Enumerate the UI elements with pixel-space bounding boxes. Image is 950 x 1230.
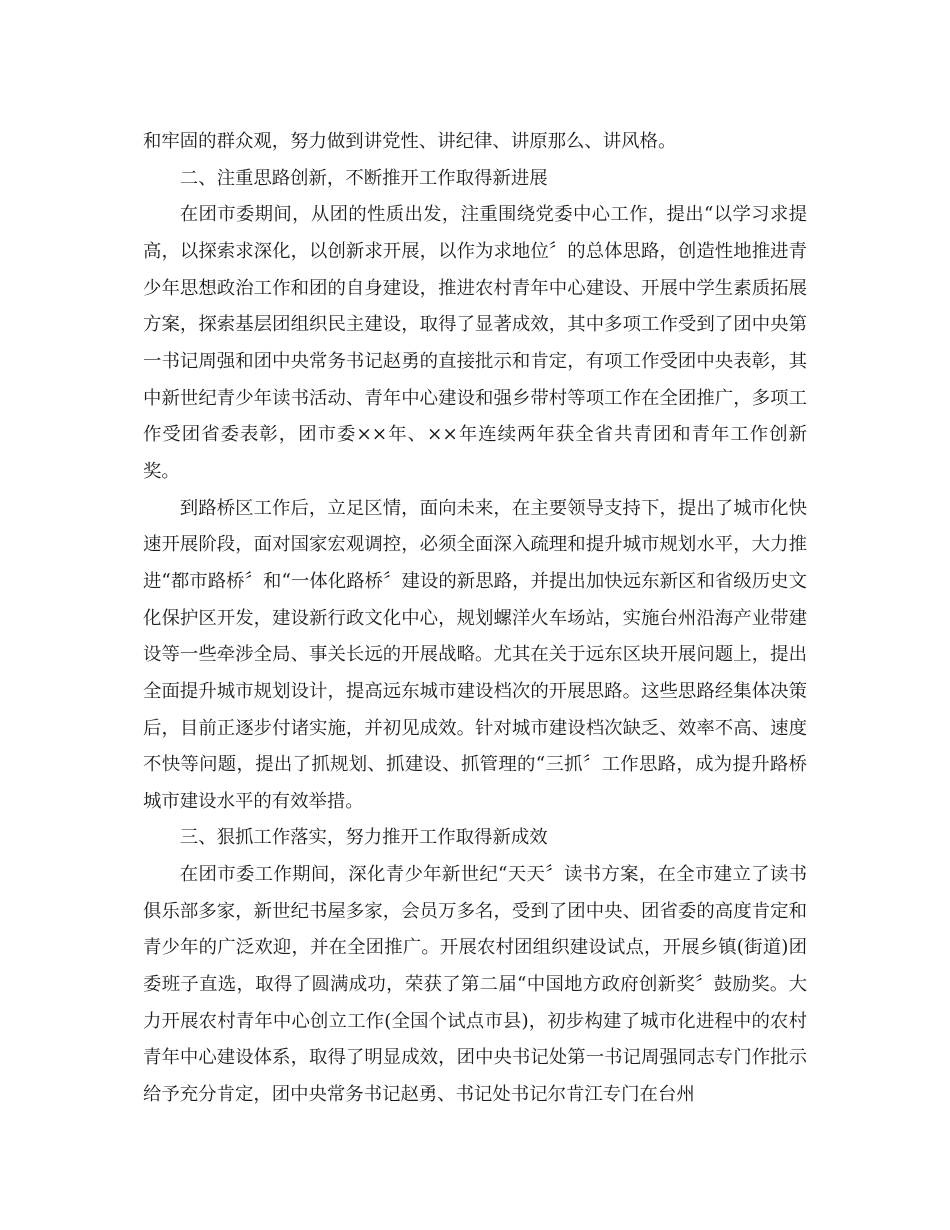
paragraph-luqiao-work: 到路桥区工作后，立足区情，面向未来，在主要领导支持下，提出了城市化快速开展阶段，面对国家宏观调控，必须全面深入疏理和提升城市规划水平，大力推进“都市路桥〞和“一体化路桥〞建设的新思路，并提出加快远东新区和省级历史文化保护区开发，建设新行政文化中心，规划螺洋火车场站，实施台州沿海产业带建设等一些牵涉全局、事关长远的开展战略。尤其在关于远东区块开展问题上，提出全面提升城市规划设计，提高远东城市建设档次的开展思路。这些思路经集体决策后，目前正逐步付诸实施，并初见成效。针对城市建设档次缺乏、效率不高、速度不快等问题，提出了抓规划、抓建设、抓管理的“三抓〞工作思路，成为提升路桥城市建设水平的有效举措。 [143,497,807,812]
paragraph-implementation: 在团市委工作期间，深化青少年新世纪“天天〞读书方案，在全市建立了读书俱乐部多家，新世纪书屋多家，会员万多名，受到了团中央、团省委的高度肯定和青少年的广泛欢迎，并在全团推广。开展农村团组织建设试点，开展乡镇(街道)团委班子直选，取得了圆满成功，荣获了第二届“中国地方政府创新奖〞鼓励奖。大力开展农村青年中心创立工作(全国个试点市县)，初步构建了城市化进程中的农村青年中心建设体系，取得了明显成效，团中央书记处第一书记周强同志专门作批示给予充分肯定，团中央常务书记赵勇、书记处书记尔肯江专门在台州 [143,864,807,1106]
section-heading-3: 三、狠抓工作落实，努力推开工作取得新成效 [179,827,548,849]
paragraph-continuation: 和牢固的群众观，努力做到讲党性、讲纪律、讲原那么、讲风格。 [143,131,677,152]
paragraph-youth-league-work: 在团市委期间，从团的性质出发，注重围绕党委中心工作，提出“以学习求提高，以探索求深化，以创新求开展，以作为求地位〞的总体思路，创造性地推进青少年思想政治工作和团的自身建设，推进农村青年中心建设、开展中学生素质拓展方案，探索基层团组织民主建设，取得了显著成效，其中多项工作受到了团中央第一书记周强和团中央常务书记赵勇的直接批示和肯定，有项工作受团中央表彰，其中新世纪青少年读书活动、青年中心建设和强乡带村等项工作在全团推广，多项工作受团省委表彰，团市委××年、××年连续两年获全省共青团和青年工作创新奖。 [143,204,807,482]
document-body [143,124,807,1114]
section-heading-2: 二、注重思路创新，不断推开工作取得新进展 [179,167,548,189]
